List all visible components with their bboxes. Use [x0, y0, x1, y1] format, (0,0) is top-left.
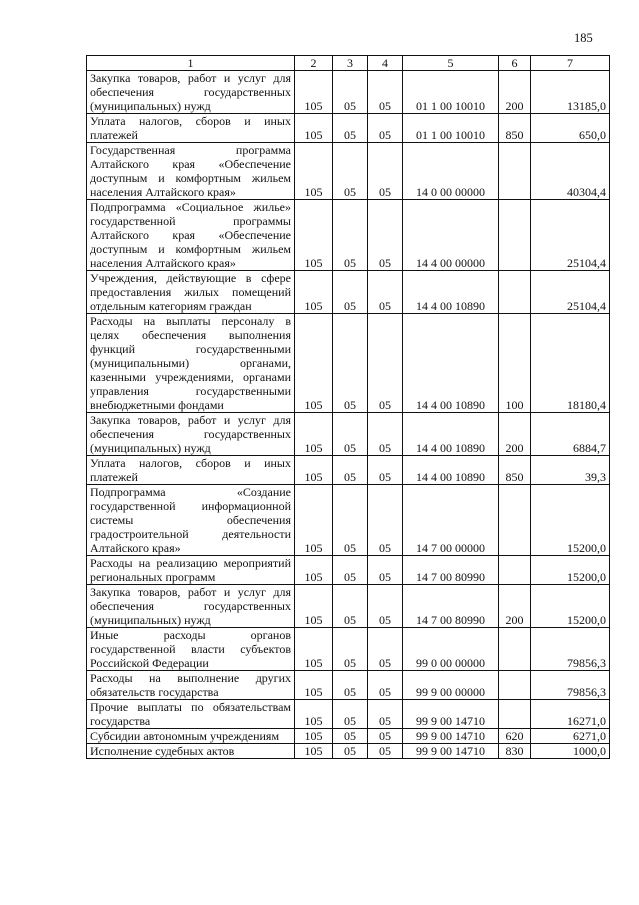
expense-name-cell: Расходы на реализацию мероприятий региональных программ	[87, 556, 295, 585]
ministry-code-cell: 105	[295, 413, 333, 456]
subsection-code-cell: 05	[368, 628, 403, 671]
amount-cell: 15200,0	[531, 585, 610, 628]
amount-cell: 15200,0	[531, 556, 610, 585]
ministry-code-cell: 105	[295, 200, 333, 271]
section-code-cell: 05	[333, 744, 368, 759]
target-article-cell: 99 9 00 14710	[403, 700, 499, 729]
ministry-code-cell: 105	[295, 71, 333, 114]
amount-cell: 650,0	[531, 114, 610, 143]
column-header: 4	[368, 56, 403, 71]
table-row	[87, 314, 610, 413]
table-row	[87, 700, 610, 729]
expense-type-cell	[499, 143, 531, 200]
table-row	[87, 114, 610, 143]
amount-cell: 39,3	[531, 456, 610, 485]
expense-name-cell: Закупка товаров, работ и услуг для обеспечения государственных (муниципальных) нужд	[87, 413, 295, 456]
expense-name-cell: Закупка товаров, работ и услуг для обеспечения государственных (муниципальных) нужд	[87, 71, 295, 114]
ministry-code-cell: 105	[295, 671, 333, 700]
table-row	[87, 456, 610, 485]
expense-type-cell	[499, 485, 531, 556]
subsection-code-cell: 05	[368, 413, 403, 456]
column-header: 3	[333, 56, 368, 71]
target-article-cell: 99 9 00 14710	[403, 744, 499, 759]
subsection-code-cell: 05	[368, 744, 403, 759]
table-row	[87, 200, 610, 271]
subsection-code-cell: 05	[368, 456, 403, 485]
expense-type-cell	[499, 671, 531, 700]
subsection-code-cell: 05	[368, 114, 403, 143]
subsection-code-cell: 05	[368, 271, 403, 314]
amount-cell: 13185,0	[531, 71, 610, 114]
expense-type-cell	[499, 271, 531, 314]
section-code-cell: 05	[333, 485, 368, 556]
target-article-cell: 14 7 00 80990	[403, 585, 499, 628]
amount-cell: 79856,3	[531, 628, 610, 671]
section-code-cell: 05	[333, 114, 368, 143]
section-code-cell: 05	[333, 585, 368, 628]
amount-cell: 18180,4	[531, 314, 610, 413]
subsection-code-cell: 05	[368, 671, 403, 700]
section-code-cell: 05	[333, 143, 368, 200]
expense-type-cell	[499, 628, 531, 671]
expense-type-cell: 200	[499, 585, 531, 628]
section-code-cell: 05	[333, 200, 368, 271]
table-row	[87, 585, 610, 628]
expense-name-cell: Подпрограмма «Социальное жилье» государственной программы Алтайского края «Обеспечение доступным и комфортным жильем населения Алтайского края»	[87, 200, 295, 271]
table-row	[87, 271, 610, 314]
column-header: 5	[403, 56, 499, 71]
target-article-cell: 99 9 00 14710	[403, 729, 499, 744]
column-header: 6	[499, 56, 531, 71]
ministry-code-cell: 105	[295, 456, 333, 485]
section-code-cell: 05	[333, 71, 368, 114]
budget-table	[86, 55, 610, 759]
expense-name-cell: Уплата налогов, сборов и иных платежей	[87, 456, 295, 485]
subsection-code-cell: 05	[368, 585, 403, 628]
section-code-cell: 05	[333, 671, 368, 700]
expense-name-cell: Учреждения, действующие в сфере предоставления жилых помещений отдельным категориям граждан	[87, 271, 295, 314]
subsection-code-cell: 05	[368, 556, 403, 585]
target-article-cell: 14 7 00 00000	[403, 485, 499, 556]
target-article-cell: 14 4 00 10890	[403, 271, 499, 314]
expense-name-cell: Уплата налогов, сборов и иных платежей	[87, 114, 295, 143]
target-article-cell: 99 9 00 00000	[403, 671, 499, 700]
ministry-code-cell: 105	[295, 485, 333, 556]
amount-cell: 16271,0	[531, 700, 610, 729]
expense-type-cell: 830	[499, 744, 531, 759]
subsection-code-cell: 05	[368, 143, 403, 200]
ministry-code-cell: 105	[295, 729, 333, 744]
expense-type-cell: 200	[499, 413, 531, 456]
amount-cell: 6271,0	[531, 729, 610, 744]
amount-cell: 15200,0	[531, 485, 610, 556]
expense-name-cell: Закупка товаров, работ и услуг для обеспечения государственных (муниципальных) нужд	[87, 585, 295, 628]
subsection-code-cell: 05	[368, 314, 403, 413]
expense-name-cell: Расходы на выполнение других обязательств государства	[87, 671, 295, 700]
column-header: 2	[295, 56, 333, 71]
amount-cell: 25104,4	[531, 200, 610, 271]
subsection-code-cell: 05	[368, 200, 403, 271]
table-row	[87, 556, 610, 585]
expense-type-cell	[499, 556, 531, 585]
amount-cell: 40304,4	[531, 143, 610, 200]
section-code-cell: 05	[333, 628, 368, 671]
expense-name-cell: Расходы на выплаты персоналу в целях обеспечения выполнения функций государственными (муниципальными) органами, казенными учреждениями, органами управления государственными внебюджетными фондами	[87, 314, 295, 413]
expense-type-cell: 850	[499, 456, 531, 485]
subsection-code-cell: 05	[368, 729, 403, 744]
table-header-row	[87, 56, 610, 71]
target-article-cell: 14 0 00 00000	[403, 143, 499, 200]
target-article-cell: 99 0 00 00000	[403, 628, 499, 671]
amount-cell: 79856,3	[531, 671, 610, 700]
subsection-code-cell: 05	[368, 700, 403, 729]
expense-type-cell: 850	[499, 114, 531, 143]
ministry-code-cell: 105	[295, 271, 333, 314]
expense-type-cell: 620	[499, 729, 531, 744]
table-row	[87, 485, 610, 556]
column-header: 1	[87, 56, 295, 71]
expense-type-cell: 200	[499, 71, 531, 114]
amount-cell: 6884,7	[531, 413, 610, 456]
table-row	[87, 628, 610, 671]
section-code-cell: 05	[333, 456, 368, 485]
target-article-cell: 14 4 00 10890	[403, 456, 499, 485]
section-code-cell: 05	[333, 314, 368, 413]
table-row	[87, 71, 610, 114]
expense-name-cell: Государственная программа Алтайского края «Обеспечение доступным и комфортным жильем населения Алтайского края»	[87, 143, 295, 200]
section-code-cell: 05	[333, 271, 368, 314]
subsection-code-cell: 05	[368, 485, 403, 556]
section-code-cell: 05	[333, 413, 368, 456]
target-article-cell: 01 1 00 10010	[403, 114, 499, 143]
expense-type-cell	[499, 700, 531, 729]
expense-name-cell: Субсидии автономным учреждениям	[87, 729, 295, 744]
expense-name-cell: Подпрограмма «Создание государственной информационной системы обеспечения градостроительной деятельности Алтайского края»	[87, 485, 295, 556]
target-article-cell: 14 7 00 80990	[403, 556, 499, 585]
expense-type-cell	[499, 200, 531, 271]
target-article-cell: 01 1 00 10010	[403, 71, 499, 114]
table-row	[87, 413, 610, 456]
ministry-code-cell: 105	[295, 314, 333, 413]
expense-name-cell: Исполнение судебных актов	[87, 744, 295, 759]
target-article-cell: 14 4 00 00000	[403, 200, 499, 271]
target-article-cell: 14 4 00 10890	[403, 314, 499, 413]
table-row	[87, 671, 610, 700]
target-article-cell: 14 4 00 10890	[403, 413, 499, 456]
section-code-cell: 05	[333, 729, 368, 744]
table-row	[87, 729, 610, 744]
table-row	[87, 143, 610, 200]
section-code-cell: 05	[333, 556, 368, 585]
amount-cell: 1000,0	[531, 744, 610, 759]
expense-name-cell: Иные расходы органов государственной власти субъектов Российской Федерации	[87, 628, 295, 671]
column-header: 7	[531, 56, 610, 71]
ministry-code-cell: 105	[295, 143, 333, 200]
ministry-code-cell: 105	[295, 628, 333, 671]
table-row	[87, 744, 610, 759]
ministry-code-cell: 105	[295, 556, 333, 585]
expense-name-cell: Прочие выплаты по обязательствам государства	[87, 700, 295, 729]
page-number: 185	[574, 31, 593, 45]
section-code-cell: 05	[333, 700, 368, 729]
ministry-code-cell: 105	[295, 744, 333, 759]
ministry-code-cell: 105	[295, 585, 333, 628]
amount-cell: 25104,4	[531, 271, 610, 314]
ministry-code-cell: 105	[295, 700, 333, 729]
expense-type-cell: 100	[499, 314, 531, 413]
ministry-code-cell: 105	[295, 114, 333, 143]
subsection-code-cell: 05	[368, 71, 403, 114]
